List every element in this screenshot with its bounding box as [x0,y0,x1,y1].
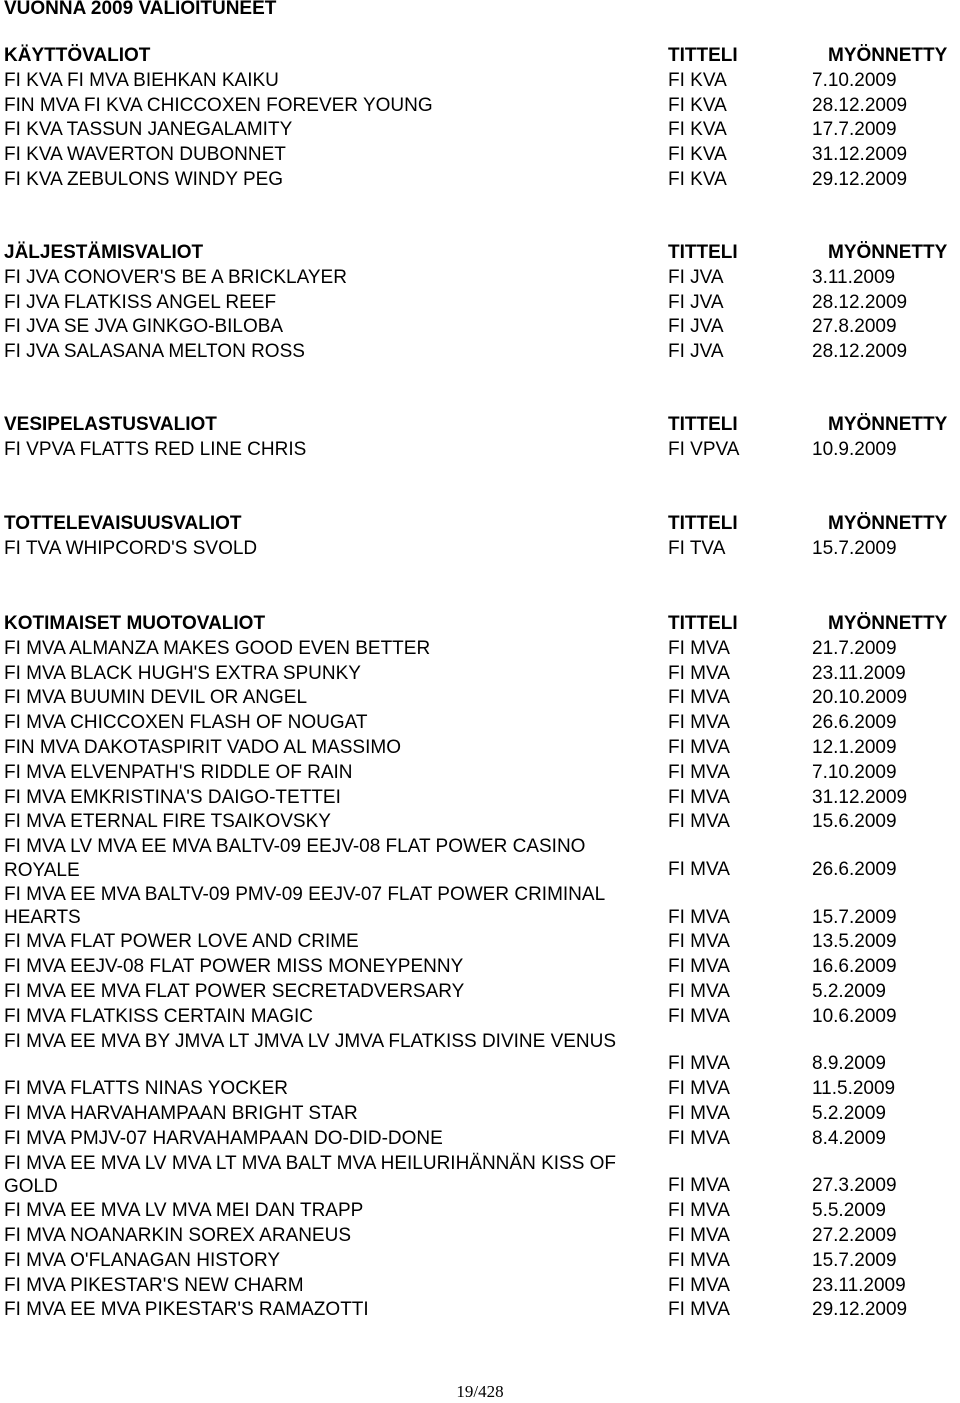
table-row [0,980,960,1005]
date-cell: 17.7.2009 [812,119,897,141]
column-header-titteli: TITTELI [668,613,738,634]
section-kayttovaliot [0,44,960,193]
title-cell: FI MVA [668,1078,730,1100]
table-row [0,1274,960,1299]
dog-name: FI MVA EE MVA BALTV-09 PMV-09 EEJV-07 FLAT POWER CRIMINAL HEARTS [4,883,605,929]
title-cell: FI MVA [668,811,730,833]
table-row [0,686,960,711]
table-row [0,930,960,955]
page-number: 19/428 [456,1382,504,1401]
title-cell: FI VPVA [668,438,740,460]
title-cell: FI MVA [668,980,730,1002]
section-header [0,512,960,537]
document-title: VUONNA 2009 VALIOITUNEET [4,0,277,19]
dog-name: FI MVA FLATKISS CERTAIN MAGIC [4,1005,313,1027]
title-cell: FI MVA [668,1224,730,1246]
title-cell: FI KVA [668,94,727,116]
dog-name: FI JVA SE JVA GINKGO-BILOBA [4,316,284,338]
date-cell: 31.12.2009 [812,786,908,808]
title-cell: FI KVA [668,119,727,141]
dog-name: FI MVA EE MVA BY JMVA LT JMVA LV JMVA FLATKISS DIVINE VENUS [4,1030,617,1052]
date-cell: 26.6.2009 [812,712,897,734]
title-cell: FI JVA [668,341,724,363]
date-cell: 27.3.2009 [812,1175,897,1197]
table-row [0,786,960,811]
section-heading: TOTTELEVAISUUSVALIOT [4,513,242,534]
table-row [0,340,960,365]
date-cell: 7.10.2009 [812,761,897,783]
table-row [0,761,960,786]
title-cell: FI TVA [668,537,726,559]
title-cell: FI MVA [668,858,730,880]
date-cell: 31.12.2009 [812,144,908,166]
section-heading: KOTIMAISET MUOTOVALIOT [4,613,266,634]
table-row [0,955,960,980]
title-cell: FI MVA [668,1249,730,1271]
table-row [0,1127,960,1152]
dog-name: FIN MVA FI KVA CHICCOXEN FOREVER YOUNG [4,94,433,116]
section-tottelevaisuusvaliot [0,512,960,562]
title-cell: FI MVA [668,736,730,758]
table-row [0,1102,960,1127]
dog-name: FI KVA TASSUN JANEGALAMITY [4,119,293,141]
column-header-myonnetty: MYÖNNETTY [828,242,948,263]
table-row [0,883,960,931]
table-row [0,1077,960,1102]
column-header-myonnetty: MYÖNNETTY [828,613,948,634]
table-row [0,143,960,168]
dog-name: FI MVA ETERNAL FIRE TSAIKOVSKY [4,811,331,833]
table-row [0,835,960,883]
title-cell: FI JVA [668,291,724,313]
table-row [0,315,960,340]
dog-name: FI MVA EE MVA PIKESTAR'S RAMAZOTTI [4,1299,369,1321]
title-cell: FI MVA [668,1005,730,1027]
date-cell: 15.7.2009 [812,537,897,559]
table-row [0,1005,960,1030]
table-row [0,810,960,835]
date-cell: 10.9.2009 [812,438,897,460]
table-row [0,1199,960,1224]
table-row [0,291,960,316]
section-jaljestamisvaliot [0,241,960,365]
title-cell: FI JVA [668,316,724,338]
table-row [0,1152,960,1200]
dog-name: FI MVA O'FLANAGAN HISTORY [4,1249,281,1271]
title-cell: FI MVA [668,956,730,978]
dog-name: FI MVA CHICCOXEN FLASH OF NOUGAT [4,712,368,734]
table-row [0,1298,960,1323]
dog-name: FI JVA FLATKISS ANGEL REEF [4,291,277,313]
dog-name: FI MVA EE MVA LV MVA MEI DAN TRAPP [4,1200,364,1222]
section-kotimaiset-muotovaliot [0,612,960,1323]
dog-name: FI MVA BLACK HUGH'S EXTRA SPUNKY [4,662,361,684]
column-header-titteli: TITTELI [668,45,738,66]
column-header-myonnetty: MYÖNNETTY [828,414,948,435]
dog-name: FI TVA WHIPCORD'S SVOLD [4,537,258,559]
date-cell: 15.6.2009 [812,811,897,833]
section-heading: VESIPELASTUSVALIOT [4,414,217,435]
title-cell: FI KVA [668,144,727,166]
title-cell: FI MVA [668,662,730,684]
dog-name: FI MVA NOANARKIN SOREX ARANEUS [4,1224,352,1246]
date-cell: 3.11.2009 [812,266,896,288]
column-header-myonnetty: MYÖNNETTY [828,513,948,534]
title-cell: FI MVA [668,906,730,928]
title-cell: FI MVA [668,761,730,783]
dog-name: FI MVA FLAT POWER LOVE AND CRIME [4,931,359,953]
date-cell: 5.2.2009 [812,980,886,1002]
table-row [0,711,960,736]
table-row [0,662,960,687]
dog-name: FI MVA HARVAHAMPAAN BRIGHT STAR [4,1102,358,1124]
section-heading: KÄYTTÖVALIOT [4,45,151,66]
date-cell: 15.7.2009 [812,1249,897,1271]
table-row [0,537,960,562]
title-cell: FI MVA [668,1175,730,1197]
title-cell: FI MVA [668,1299,730,1321]
dog-name: FI MVA ALMANZA MAKES GOOD EVEN BETTER [4,637,431,659]
title-cell: FI JVA [668,266,724,288]
title-cell: FI KVA [668,168,727,190]
table-row [0,1224,960,1249]
section-header [0,612,960,637]
dog-name: FI MVA EEJV-08 FLAT POWER MISS MONEYPENNY [4,956,464,978]
column-header-titteli: TITTELI [668,513,738,534]
dog-name: FI MVA ELVENPATH'S RIDDLE OF RAIN [4,761,353,783]
dog-name: FI KVA WAVERTON DUBONNET [4,144,286,166]
title-cell: FI MVA [668,687,730,709]
title-cell: FI KVA [668,69,727,91]
date-cell: 28.12.2009 [812,291,908,313]
dog-name: FI MVA BUUMIN DEVIL OR ANGEL [4,687,308,709]
date-cell: 29.12.2009 [812,168,908,190]
dog-name: FI MVA LV MVA EE MVA BALTV-09 EEJV-08 FLAT POWER CASINO ROYALE [4,836,586,881]
date-cell: 27.2.2009 [812,1224,897,1246]
dog-name: FI MVA EE MVA FLAT POWER SECRETADVERSARY [4,980,465,1002]
dog-name: FI MVA EMKRISTINA'S DAIGO-TETTEI [4,786,341,808]
section-heading: JÄLJESTÄMISVALIOT [4,242,204,263]
date-cell: 21.7.2009 [812,637,897,659]
title-cell: FI MVA [668,1200,730,1222]
dog-name: FI KVA FI MVA BIEHKAN KAIKU [4,69,279,91]
title-cell: FI MVA [668,1053,730,1075]
date-cell: 13.5.2009 [812,931,897,953]
date-cell: 26.6.2009 [812,858,897,880]
table-row [0,1030,960,1078]
title-cell: FI MVA [668,1102,730,1124]
column-header-titteli: TITTELI [668,242,738,263]
date-cell: 8.9.2009 [812,1053,886,1075]
date-cell: 12.1.2009 [812,736,897,758]
column-header-titteli: TITTELI [668,414,738,435]
dog-name: FI MVA FLATTS NINAS YOCKER [4,1078,288,1100]
dog-name: FI JVA SALASANA MELTON ROSS [4,341,305,363]
title-cell: FI MVA [668,1127,730,1149]
date-cell: 29.12.2009 [812,1299,908,1321]
date-cell: 23.11.2009 [812,1274,906,1296]
date-cell: 23.11.2009 [812,662,906,684]
date-cell: 27.8.2009 [812,316,897,338]
date-cell: 16.6.2009 [812,956,897,978]
table-row [0,118,960,143]
table-row [0,736,960,761]
dog-name: FI MVA EE MVA LV MVA LT MVA BALT MVA HEILURIHÄNNÄN KISS OF GOLD [4,1152,617,1198]
date-cell: 15.7.2009 [812,906,897,928]
title-cell: FI MVA [668,712,730,734]
dog-name: FI JVA CONOVER'S BE A BRICKLAYER [4,266,347,288]
table-row [0,94,960,119]
table-row [0,69,960,94]
section-header [0,44,960,69]
dog-name: FI MVA PMJV-07 HARVAHAMPAAN DO-DID-DONE [4,1127,443,1149]
date-cell: 28.12.2009 [812,341,908,363]
table-row [0,637,960,662]
table-row [0,1249,960,1274]
table-row [0,266,960,291]
section-header [0,413,960,438]
date-cell: 11.5.2009 [812,1078,896,1100]
dog-name: FI KVA ZEBULONS WINDY PEG [4,168,284,190]
section-header [0,241,960,266]
date-cell: 5.2.2009 [812,1102,886,1124]
table-row [0,168,960,193]
date-cell: 5.5.2009 [812,1200,886,1222]
dog-name: FIN MVA DAKOTASPIRIT VADO AL MASSIMO [4,736,401,758]
date-cell: 10.6.2009 [812,1005,897,1027]
column-header-myonnetty: MYÖNNETTY [828,45,948,66]
dog-name: FI MVA PIKESTAR'S NEW CHARM [4,1274,304,1296]
title-cell: FI MVA [668,931,730,953]
title-cell: FI MVA [668,637,730,659]
table-row [0,438,960,463]
title-cell: FI MVA [668,1274,730,1296]
section-vesipelastusvaliot [0,413,960,463]
title-cell: FI MVA [668,786,730,808]
date-cell: 28.12.2009 [812,94,908,116]
date-cell: 7.10.2009 [812,69,897,91]
dog-name: FI VPVA FLATTS RED LINE CHRIS [4,438,307,460]
date-cell: 20.10.2009 [812,687,908,709]
date-cell: 8.4.2009 [812,1127,886,1149]
